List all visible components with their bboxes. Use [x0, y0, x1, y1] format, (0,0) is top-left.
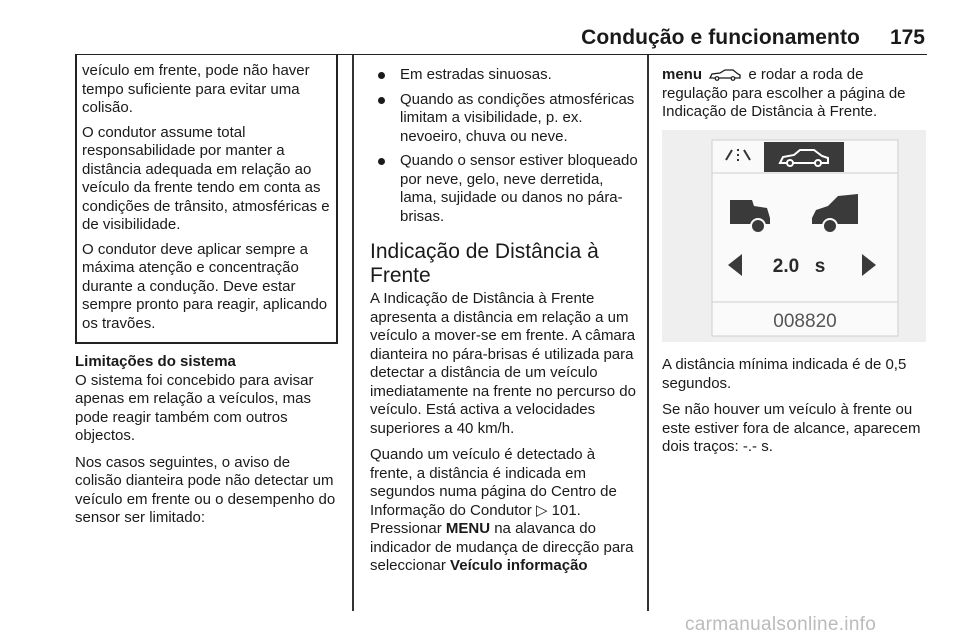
time-gap-value: 2.0 [772, 256, 800, 277]
display-screen [662, 130, 926, 342]
section-paragraph-1: A Indicação de Distância à Frente apresenta a distância em relação a um veículo a mover-se em frente. A câmara dianteira no pára-brisas é utilizada para detectar a distância de um veículo imediatamente na frente no percurso do veículo. Está activa a velocidades superiores a 40 km/h. [370, 290, 636, 437]
time-gap-unit: s [814, 256, 826, 277]
column-3 [662, 66, 930, 130]
column-1 [75, 353, 340, 536]
list-item: Quando o sensor estiver bloqueado por neve, gelo, neve derretida, lama, sujidade ou danos no pára-brisas. [370, 152, 638, 226]
page-reference: 101. [551, 501, 581, 519]
column-divider-2 [647, 55, 649, 611]
bullet-icon [378, 97, 385, 104]
distance-display-figure [662, 130, 926, 342]
column-divider-1 [352, 55, 354, 611]
menu-button-label: MENU [445, 520, 491, 537]
section-title: Indicação de Distância à Frente [370, 240, 599, 287]
page-number: 175 [889, 26, 925, 49]
odometer-value: 008820 [773, 311, 837, 332]
limitations-heading: Limitações do sistema [75, 353, 236, 370]
column-3-lower [662, 356, 930, 465]
warning-text [82, 62, 336, 339]
menu-instruction: menu e rodar a roda de regulação para escolher a página de Indicação de Distância à Frente. [662, 66, 906, 120]
limitations-paragraph-1: O sistema foi concebido para avisar apenas em relação a veículos, mas pode reagir também com outros objectos. [75, 371, 314, 444]
warning-paragraph: O condutor assume total responsabilidade por manter a distância adequada em relação ao veículo da frente tendo em conta as condições de trânsito, atmosféricas e de visibilidade. [82, 123, 330, 233]
warning-paragraph: veículo em frente, pode não haver tempo suficiente para evitar uma colisão. [82, 62, 310, 116]
list-item: Quando as condições atmosféricas limitam a visibilidade, p. ex. nevoeiro, chuva ou neve. [370, 91, 638, 147]
no-vehicle-paragraph: Se não houver um veículo à frente ou este estiver fora de alcance, aparecem dois traços: -.- s. [662, 401, 921, 455]
car-icon [708, 69, 742, 81]
menu-label: menu [662, 66, 703, 83]
page-reference-icon: ▷ [535, 501, 548, 519]
vehicle-info-label: Veículo informação [450, 557, 588, 574]
vehicle-tab-active [764, 142, 844, 172]
watermark: carmanualsonline.info [685, 614, 877, 635]
list-item: Em estradas sinuosas. [370, 66, 638, 85]
section-paragraph-2: Quando um veículo é detectado à frente, a distância é indicada em segundos numa página do Centro de Informação do Condutor ▷ 101. Pressionar MENU na alavanca do indicador de mudança de direcção para seleccionar Veículo informação [370, 446, 634, 574]
bullet-icon [378, 72, 385, 79]
column-2 [370, 66, 638, 584]
bullet-icon [378, 158, 385, 165]
limitations-list [370, 66, 638, 226]
min-distance-paragraph: A distância mínima indicada é de 0,5 segundos. [662, 356, 907, 392]
page-header-title: Condução e funcionamento [581, 26, 860, 49]
limitations-paragraph-2: Nos casos seguintes, o aviso de colisão dianteira pode não detectar um veículo em frente ou o desempenho do sensor ser limitado: [75, 453, 336, 526]
warning-paragraph: O condutor deve aplicar sempre a máxima atenção e concentração durante a condução. Deve estar sempre pronto para reagir, aplicando os travões. [82, 240, 328, 332]
